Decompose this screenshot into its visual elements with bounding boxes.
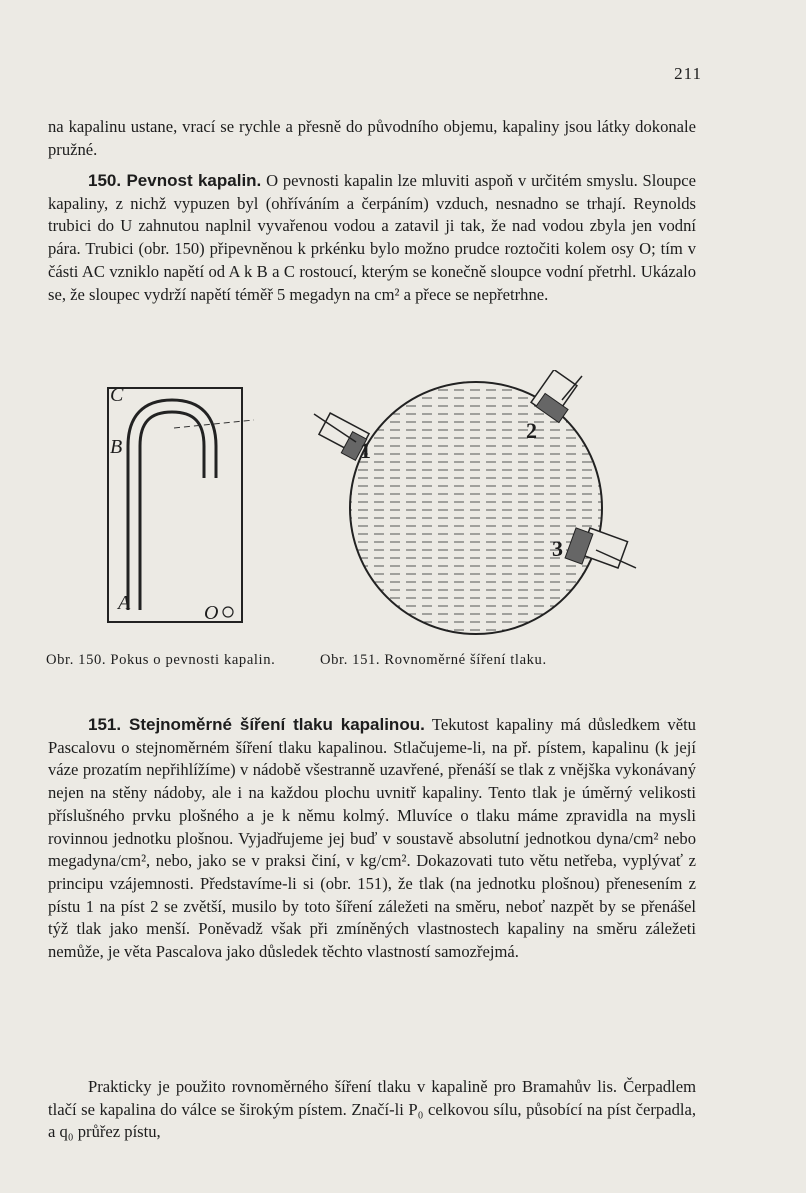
section-151 [48,714,696,964]
vessel-outline [350,382,602,634]
figure-151-label-1: 1 [360,438,371,463]
u-tube-inner [134,406,210,610]
section-151-body: Tekutost kapaliny má důsledkem větu Pascalovu o stejnoměrném šíření tlaku kapalinou. Stlačujeme-li, na př. pístem, kapalinu (k její váze prozatím nepřihlížíme) v nádobě všestranně uzavřené, přenáší se tlak z vnějška vykonávaný nejen na stěny nádoby, ale i na každou plochu uvnitř kapaliny. Tento tlak je úměrný velikosti příslušného prvku plošného a je k němu kolmý. Mluvíce o tlaku máme zpravidla na mysli rovinnou jednotku plošnou. Vyjadřujeme jej buď v soustavě absolutní jednotkou dyna/cm² nebo megadyna/cm², nebo, jako se v praksi činí, v kg/cm². Dokazovati tuto větu netřeba, vyplývať z principu vzájemnosti. Představíme-li si (obr. 151), že tlak (na jednotku plošnou) přenesením z pístu 1 na píst 2 se zvětší, musilo by toto šíření záležeti na směru, neboť nazpět by se přenášel týž tlak jako menší. Poněvadž však při zmíněných vlastnostech kapaliny na směru záležeti nemůže, je věta Pascalova jako důsledek těchto vlastností samozřejmá. [48,715,696,962]
page-number: 211 [674,64,702,83]
figure-150-label-b: B [110,436,123,458]
figure-150-caption: Obr. 150. Pokus o pevnosti kapalin. [46,652,276,668]
piston-3 [565,528,636,568]
section-151-paragraph-2 [48,1076,696,1144]
figure-150 [104,386,264,626]
figure-151-label-3: 3 [552,536,563,561]
section-151-paragraph-2-text: Prakticky je použito rovnoměrného šíření tlaku v kapalině pro Bramahův lis. Čerpadlem tlačí se kapalina do válce se širokým pístem. Značí-li P₀ celkovou sílu, působící na píst čerpadla, a q₀ průřez pístu, [48,1077,696,1142]
u-tube [134,406,210,610]
section-150 [48,170,696,306]
section-151-paragraph [48,714,696,964]
intro-paragraph [48,116,696,161]
axis-o-circle [223,607,233,617]
figure-151-caption: Obr. 151. Rovnoměrné šíření tlaku. [320,652,547,668]
section-150-paragraph [48,170,696,306]
section-150-body: O pevnosti kapalin lze mluviti aspoň v určitém smyslu. Sloupce kapaliny, z nichž vypuzen byl (ohříváním a čerpáním) vzduch, nesnadno se trhají. Reynolds trubici do U zahnutou naplnil vyvařenou vodou a zatavil ji tak, že nad vodou zbyla jen vodní pára. Trubici (obr. 150) připevněnou k prkénku bylo možno prudce roztočiti kolem osy O; tím v části AC vzniklo napětí od A k B a C rostoucí, kterým se konečně sloupce vodní přetrhl. Ukázalo se, že sloupec vydrží napětí téměř 5 megadyn na cm² a přece se nepřetrhne. [48,171,696,304]
figure-151-label-2: 2 [526,418,537,443]
figure-150-label-o: O [204,602,219,624]
figure-151 [310,370,650,636]
intro-text: na kapalinu ustane, vrací se rychle a přesně do původního objemu, kapaliny jsou látky dokonale pružné. [48,117,696,159]
figure-150-label-c: C [110,384,124,406]
figure-150-label-a: A [118,592,131,614]
section-151-heading: 151. Stejnoměrné šíření tlaku kapalinou. [88,715,425,734]
section-150-heading: 150. Pevnost kapalin. [88,171,262,190]
